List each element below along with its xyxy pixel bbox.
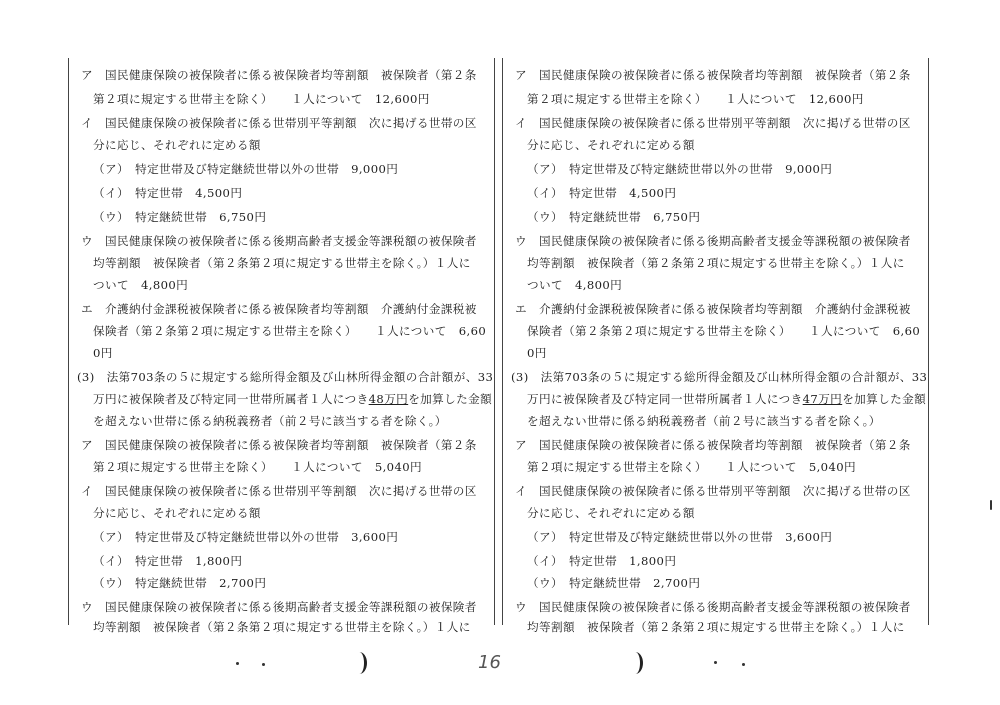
text-line: （ウ） 特定継続世帯 6,750円 [527,210,701,224]
underlined-amount: 47万円 [802,392,843,406]
page-number: 16 [478,652,501,673]
binding-hole-mark [628,652,643,674]
text-line: （ウ） 特定継続世帯 6,750円 [93,210,267,224]
text-line: （イ） 特定世帯 4,500円 [527,186,677,200]
text-line: 第２項に規定する世帯主を除く） １人について 12,600円 [527,92,864,106]
text-line: イ 国民健康保険の被保険者に係る世帯別平等割額 次に掲げる世帯の区 [81,116,477,130]
scan-speck [742,663,745,666]
text-line: (3) 法第703条の５に規定する総所得金額及び山林所得金額の合計額が、33 [511,370,928,384]
text-line: （イ） 特定世帯 1,800円 [93,554,243,568]
text-line: 分に応じ、それぞれに定める額 [527,138,695,152]
text-line: ウ 国民健康保険の被保険者に係る後期高齢者支援金等課税額の被保険者 [515,600,911,614]
text-line: ウ 国民健康保険の被保険者に係る後期高齢者支援金等課税額の被保険者 [81,234,477,248]
text-line: 均等割額 被保険者（第２条第２項に規定する世帯主を除く。）１人に [527,256,905,270]
text-line: （ア） 特定世帯及び特定継続世帯以外の世帯 9,000円 [527,162,833,176]
text-line [73,392,494,406]
scan-speck [714,661,717,664]
text-line: ウ 国民健康保険の被保険者に係る後期高齢者支援金等課税額の被保険者 [81,600,477,614]
text-line: ついて 4,800円 [93,278,189,292]
text-line: イ 国民健康保険の被保険者に係る世帯別平等割額 次に掲げる世帯の区 [81,484,477,498]
underlined-amount: 48万円 [368,392,409,406]
text-line: 均等割額 被保険者（第２条第２項に規定する世帯主を除く。）１人に [527,620,905,634]
left-column [68,58,495,634]
text-line: 保険者（第２条第２項に規定する世帯主を除く） １人について 6,60 [527,324,921,338]
text-line: ア 国民健康保険の被保険者に係る被保険者均等割額 被保険者（第２条 [515,438,911,452]
text-line: （イ） 特定世帯 4,500円 [93,186,243,200]
text-line: ア 国民健康保険の被保険者に係る被保険者均等割額 被保険者（第２条 [515,68,911,82]
text-line: 保険者（第２条第２項に規定する世帯主を除く） １人について 6,60 [93,324,487,338]
text-line: 分に応じ、それぞれに定める額 [93,138,261,152]
text-line: エ 介護納付金課税被保険者に係る被保険者均等割額 介護納付金課税被 [81,302,477,316]
text-line: （ア） 特定世帯及び特定継続世帯以外の世帯 3,600円 [527,530,833,544]
text-segment: 万円に被保険者及び特定同一世帯所属者１人につき [527,392,803,406]
text-line: を超えない世帯に係る納税義務者（前２号に該当する者を除く。） [527,414,881,428]
text-line: （ア） 特定世帯及び特定継続世帯以外の世帯 3,600円 [93,530,399,544]
text-line: 0円 [93,346,113,360]
text-line: 分に応じ、それぞれに定める額 [93,506,261,520]
scan-speck [990,500,992,510]
text-line: ア 国民健康保険の被保険者に係る被保険者均等割額 被保険者（第２条 [81,438,477,452]
text-line: を超えない世帯に係る納税義務者（前２号に該当する者を除く。） [93,414,447,428]
text-line: （ウ） 特定継続世帯 2,700円 [93,576,267,590]
scan-speck [262,663,265,666]
scan-speck [236,662,239,665]
text-line: 第２項に規定する世帯主を除く） １人について 5,040円 [93,460,423,474]
text-line: ウ 国民健康保険の被保険者に係る後期高齢者支援金等課税額の被保険者 [515,234,911,248]
text-line: 分に応じ、それぞれに定める額 [527,506,695,520]
right-column [502,58,929,634]
text-line: イ 国民健康保険の被保険者に係る世帯別平等割額 次に掲げる世帯の区 [515,116,911,130]
text-line: （ウ） 特定継続世帯 2,700円 [527,576,701,590]
text-segment: を加算した金額 [842,392,927,406]
text-line: (3) 法第703条の５に規定する総所得金額及び山林所得金額の合計額が、33 [77,370,494,384]
binding-hole-mark [352,652,367,674]
text-line [507,392,928,406]
text-line: （イ） 特定世帯 1,800円 [527,554,677,568]
text-line: ア 国民健康保険の被保険者に係る被保険者均等割額 被保険者（第２条 [81,68,477,82]
text-line: 均等割額 被保険者（第２条第２項に規定する世帯主を除く。）１人に [93,256,471,270]
text-line: 均等割額 被保険者（第２条第２項に規定する世帯主を除く。）１人に [93,620,471,634]
text-line: イ 国民健康保険の被保険者に係る世帯別平等割額 次に掲げる世帯の区 [515,484,911,498]
text-segment: 万円に被保険者及び特定同一世帯所属者１人につき [93,392,369,406]
text-line: （ア） 特定世帯及び特定継続世帯以外の世帯 9,000円 [93,162,399,176]
text-line: 0円 [527,346,547,360]
text-line: 第２項に規定する世帯主を除く） １人について 5,040円 [527,460,857,474]
text-line: 第２項に規定する世帯主を除く） １人について 12,600円 [93,92,430,106]
text-line: エ 介護納付金課税被保険者に係る被保険者均等割額 介護納付金課税被 [515,302,911,316]
text-segment: を加算した金額 [408,392,493,406]
text-line: ついて 4,800円 [527,278,623,292]
